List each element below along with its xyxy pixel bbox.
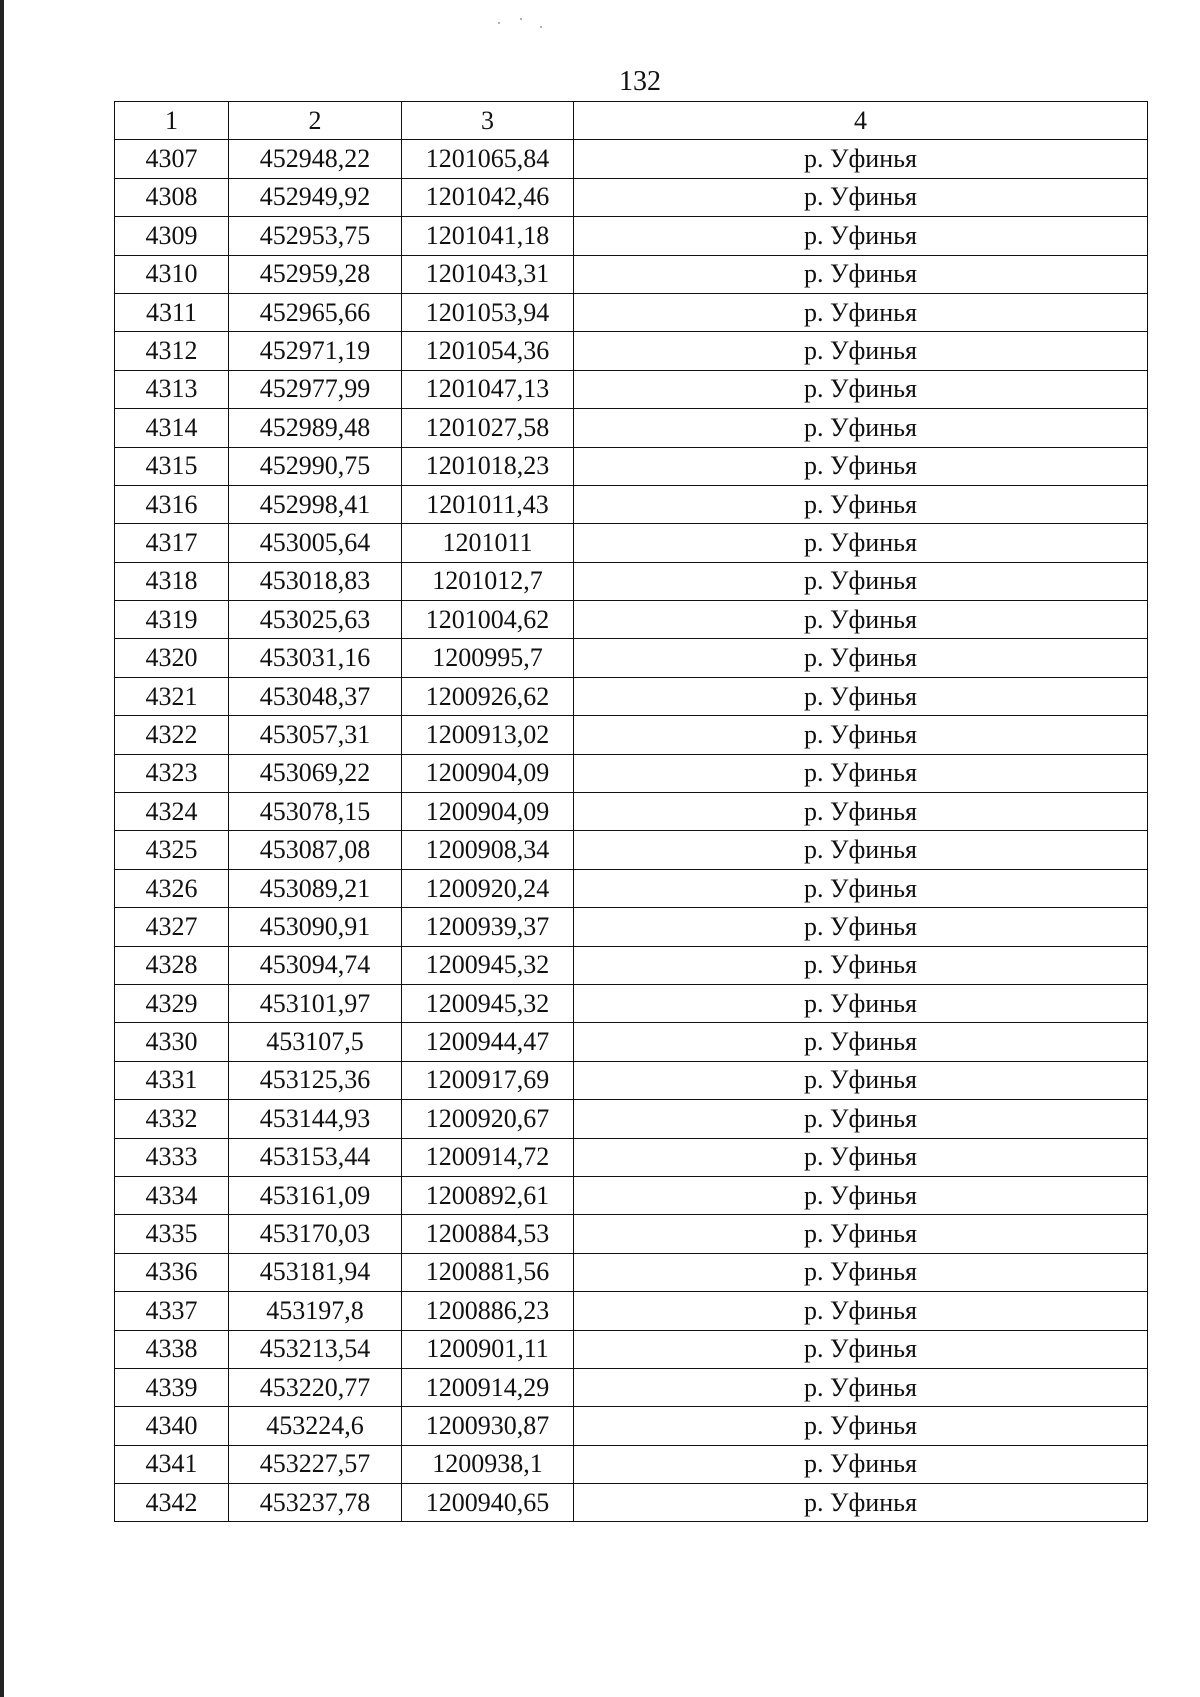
y-coordinate-cell: 1201011,43 <box>402 485 574 523</box>
description-cell: р. Уфинья <box>574 217 1148 255</box>
y-coordinate-cell: 1201042,46 <box>402 178 574 216</box>
table-row <box>115 639 1148 677</box>
x-coordinate-cell: 453087,08 <box>229 831 402 869</box>
point-number-cell: 4316 <box>115 485 229 523</box>
description-cell: р. Уфинья <box>574 908 1148 946</box>
description-cell: р. Уфинья <box>574 1176 1148 1214</box>
description-cell: р. Уфинья <box>574 1407 1148 1445</box>
x-coordinate-cell: 453170,03 <box>229 1215 402 1253</box>
x-coordinate-cell: 452948,22 <box>229 140 402 178</box>
point-number-cell: 4318 <box>115 562 229 600</box>
point-number-cell: 4331 <box>115 1061 229 1099</box>
description-cell: р. Уфинья <box>574 1368 1148 1406</box>
table-row <box>115 1292 1148 1330</box>
y-coordinate-cell: 1201053,94 <box>402 293 574 331</box>
point-number-cell: 4324 <box>115 793 229 831</box>
point-number-cell: 4333 <box>115 1138 229 1176</box>
column-header: 4 <box>574 102 1148 140</box>
x-coordinate-cell: 453025,63 <box>229 601 402 639</box>
description-cell: р. Уфинья <box>574 1061 1148 1099</box>
x-coordinate-cell: 453237,78 <box>229 1484 402 1522</box>
x-coordinate-cell: 453224,6 <box>229 1407 402 1445</box>
point-number-cell: 4308 <box>115 178 229 216</box>
table-row <box>115 984 1148 1022</box>
x-coordinate-cell: 453107,5 <box>229 1023 402 1061</box>
y-coordinate-cell: 1201065,84 <box>402 140 574 178</box>
description-cell: р. Уфинья <box>574 409 1148 447</box>
x-coordinate-cell: 453078,15 <box>229 793 402 831</box>
description-cell: р. Уфинья <box>574 677 1148 715</box>
x-coordinate-cell: 453101,97 <box>229 984 402 1022</box>
table-row <box>115 1445 1148 1483</box>
table-row <box>115 1100 1148 1138</box>
point-number-cell: 4335 <box>115 1215 229 1253</box>
x-coordinate-cell: 453144,93 <box>229 1100 402 1138</box>
y-coordinate-cell: 1201041,18 <box>402 217 574 255</box>
x-coordinate-cell: 452949,92 <box>229 178 402 216</box>
description-cell: р. Уфинья <box>574 716 1148 754</box>
point-number-cell: 4313 <box>115 370 229 408</box>
description-cell: р. Уфинья <box>574 1023 1148 1061</box>
y-coordinate-cell: 1200908,34 <box>402 831 574 869</box>
description-cell: р. Уфинья <box>574 332 1148 370</box>
point-number-cell: 4330 <box>115 1023 229 1061</box>
x-coordinate-cell: 453048,37 <box>229 677 402 715</box>
point-number-cell: 4317 <box>115 524 229 562</box>
table-row <box>115 524 1148 562</box>
point-number-cell: 4312 <box>115 332 229 370</box>
x-coordinate-cell: 453227,57 <box>229 1445 402 1483</box>
y-coordinate-cell: 1200901,11 <box>402 1330 574 1368</box>
scan-speck <box>520 18 522 20</box>
point-number-cell: 4310 <box>115 255 229 293</box>
x-coordinate-cell: 453094,74 <box>229 946 402 984</box>
y-coordinate-cell: 1200945,32 <box>402 984 574 1022</box>
description-cell: р. Уфинья <box>574 1292 1148 1330</box>
x-coordinate-cell: 452998,41 <box>229 485 402 523</box>
x-coordinate-cell: 452971,19 <box>229 332 402 370</box>
point-number-cell: 4342 <box>115 1484 229 1522</box>
description-cell: р. Уфинья <box>574 562 1148 600</box>
point-number-cell: 4327 <box>115 908 229 946</box>
table-row <box>115 562 1148 600</box>
point-number-cell: 4315 <box>115 447 229 485</box>
table-row <box>115 447 1148 485</box>
page-number: 132 <box>619 66 661 97</box>
point-number-cell: 4338 <box>115 1330 229 1368</box>
y-coordinate-cell: 1201012,7 <box>402 562 574 600</box>
y-coordinate-cell: 1200920,67 <box>402 1100 574 1138</box>
table-row <box>115 255 1148 293</box>
x-coordinate-cell: 453125,36 <box>229 1061 402 1099</box>
coordinates-table <box>114 101 1148 1522</box>
table-body <box>115 102 1148 1522</box>
column-header: 2 <box>229 102 402 140</box>
description-cell: р. Уфинья <box>574 485 1148 523</box>
y-coordinate-cell: 1200892,61 <box>402 1176 574 1214</box>
description-cell: р. Уфинья <box>574 984 1148 1022</box>
y-coordinate-cell: 1200904,09 <box>402 793 574 831</box>
y-coordinate-cell: 1201054,36 <box>402 332 574 370</box>
description-cell: р. Уфинья <box>574 524 1148 562</box>
table-row <box>115 1061 1148 1099</box>
y-coordinate-cell: 1200926,62 <box>402 677 574 715</box>
table-row <box>115 293 1148 331</box>
x-coordinate-cell: 453153,44 <box>229 1138 402 1176</box>
table-row <box>115 370 1148 408</box>
table-row <box>115 716 1148 754</box>
point-number-cell: 4323 <box>115 754 229 792</box>
x-coordinate-cell: 452990,75 <box>229 447 402 485</box>
table-row <box>115 140 1148 178</box>
table-row <box>115 1253 1148 1291</box>
description-cell: р. Уфинья <box>574 1330 1148 1368</box>
description-cell: р. Уфинья <box>574 370 1148 408</box>
table-row <box>115 409 1148 447</box>
table-row <box>115 1407 1148 1445</box>
point-number-cell: 4329 <box>115 984 229 1022</box>
description-cell: р. Уфинья <box>574 831 1148 869</box>
point-number-cell: 4307 <box>115 140 229 178</box>
y-coordinate-cell: 1200945,32 <box>402 946 574 984</box>
x-coordinate-cell: 453213,54 <box>229 1330 402 1368</box>
y-coordinate-cell: 1201043,31 <box>402 255 574 293</box>
y-coordinate-cell: 1200886,23 <box>402 1292 574 1330</box>
point-number-cell: 4341 <box>115 1445 229 1483</box>
description-cell: р. Уфинья <box>574 946 1148 984</box>
description-cell: р. Уфинья <box>574 1253 1148 1291</box>
table-row <box>115 754 1148 792</box>
point-number-cell: 4311 <box>115 293 229 331</box>
y-coordinate-cell: 1200995,7 <box>402 639 574 677</box>
table-row <box>115 217 1148 255</box>
y-coordinate-cell: 1200913,02 <box>402 716 574 754</box>
y-coordinate-cell: 1200939,37 <box>402 908 574 946</box>
description-cell: р. Уфинья <box>574 1100 1148 1138</box>
point-number-cell: 4321 <box>115 677 229 715</box>
description-cell: р. Уфинья <box>574 255 1148 293</box>
table-row <box>115 793 1148 831</box>
point-number-cell: 4328 <box>115 946 229 984</box>
table-row <box>115 601 1148 639</box>
table-header-row <box>115 102 1148 140</box>
point-number-cell: 4319 <box>115 601 229 639</box>
x-coordinate-cell: 453031,16 <box>229 639 402 677</box>
scan-speck <box>498 22 500 24</box>
description-cell: р. Уфинья <box>574 293 1148 331</box>
y-coordinate-cell: 1201011 <box>402 524 574 562</box>
y-coordinate-cell: 1200881,56 <box>402 1253 574 1291</box>
table-row <box>115 1368 1148 1406</box>
table-row <box>115 332 1148 370</box>
y-coordinate-cell: 1200884,53 <box>402 1215 574 1253</box>
x-coordinate-cell: 453018,83 <box>229 562 402 600</box>
point-number-cell: 4334 <box>115 1176 229 1214</box>
table-row <box>115 677 1148 715</box>
x-coordinate-cell: 453090,91 <box>229 908 402 946</box>
y-coordinate-cell: 1200944,47 <box>402 1023 574 1061</box>
description-cell: р. Уфинья <box>574 178 1148 216</box>
y-coordinate-cell: 1200914,29 <box>402 1368 574 1406</box>
table-row <box>115 1215 1148 1253</box>
table-row <box>115 908 1148 946</box>
y-coordinate-cell: 1201004,62 <box>402 601 574 639</box>
y-coordinate-cell: 1200940,65 <box>402 1484 574 1522</box>
table-row <box>115 178 1148 216</box>
table-row <box>115 946 1148 984</box>
description-cell: р. Уфинья <box>574 140 1148 178</box>
description-cell: р. Уфинья <box>574 1445 1148 1483</box>
point-number-cell: 4325 <box>115 831 229 869</box>
y-coordinate-cell: 1200904,09 <box>402 754 574 792</box>
table-row <box>115 1138 1148 1176</box>
table-row <box>115 869 1148 907</box>
y-coordinate-cell: 1200920,24 <box>402 869 574 907</box>
x-coordinate-cell: 452989,48 <box>229 409 402 447</box>
x-coordinate-cell: 452977,99 <box>229 370 402 408</box>
column-header: 3 <box>402 102 574 140</box>
description-cell: р. Уфинья <box>574 1484 1148 1522</box>
description-cell: р. Уфинья <box>574 601 1148 639</box>
table-row <box>115 1330 1148 1368</box>
x-coordinate-cell: 452959,28 <box>229 255 402 293</box>
table-row <box>115 485 1148 523</box>
y-coordinate-cell: 1200917,69 <box>402 1061 574 1099</box>
table-row <box>115 1023 1148 1061</box>
point-number-cell: 4340 <box>115 1407 229 1445</box>
description-cell: р. Уфинья <box>574 639 1148 677</box>
y-coordinate-cell: 1201027,58 <box>402 409 574 447</box>
y-coordinate-cell: 1201018,23 <box>402 447 574 485</box>
point-number-cell: 4314 <box>115 409 229 447</box>
x-coordinate-cell: 453181,94 <box>229 1253 402 1291</box>
point-number-cell: 4337 <box>115 1292 229 1330</box>
description-cell: р. Уфинья <box>574 447 1148 485</box>
point-number-cell: 4326 <box>115 869 229 907</box>
description-cell: р. Уфинья <box>574 1215 1148 1253</box>
description-cell: р. Уфинья <box>574 793 1148 831</box>
x-coordinate-cell: 453089,21 <box>229 869 402 907</box>
point-number-cell: 4309 <box>115 217 229 255</box>
x-coordinate-cell: 453005,64 <box>229 524 402 562</box>
x-coordinate-cell: 453220,77 <box>229 1368 402 1406</box>
x-coordinate-cell: 453057,31 <box>229 716 402 754</box>
table-row <box>115 831 1148 869</box>
table-row <box>115 1176 1148 1214</box>
description-cell: р. Уфинья <box>574 1138 1148 1176</box>
column-header: 1 <box>115 102 229 140</box>
y-coordinate-cell: 1201047,13 <box>402 370 574 408</box>
x-coordinate-cell: 453069,22 <box>229 754 402 792</box>
scan-left-edge <box>0 0 4 1697</box>
point-number-cell: 4339 <box>115 1368 229 1406</box>
x-coordinate-cell: 453197,8 <box>229 1292 402 1330</box>
x-coordinate-cell: 452953,75 <box>229 217 402 255</box>
y-coordinate-cell: 1200914,72 <box>402 1138 574 1176</box>
y-coordinate-cell: 1200938,1 <box>402 1445 574 1483</box>
description-cell: р. Уфинья <box>574 754 1148 792</box>
point-number-cell: 4336 <box>115 1253 229 1291</box>
y-coordinate-cell: 1200930,87 <box>402 1407 574 1445</box>
x-coordinate-cell: 453161,09 <box>229 1176 402 1214</box>
x-coordinate-cell: 452965,66 <box>229 293 402 331</box>
point-number-cell: 4332 <box>115 1100 229 1138</box>
point-number-cell: 4322 <box>115 716 229 754</box>
description-cell: р. Уфинья <box>574 869 1148 907</box>
table-row <box>115 1484 1148 1522</box>
point-number-cell: 4320 <box>115 639 229 677</box>
scan-speck <box>540 26 542 28</box>
